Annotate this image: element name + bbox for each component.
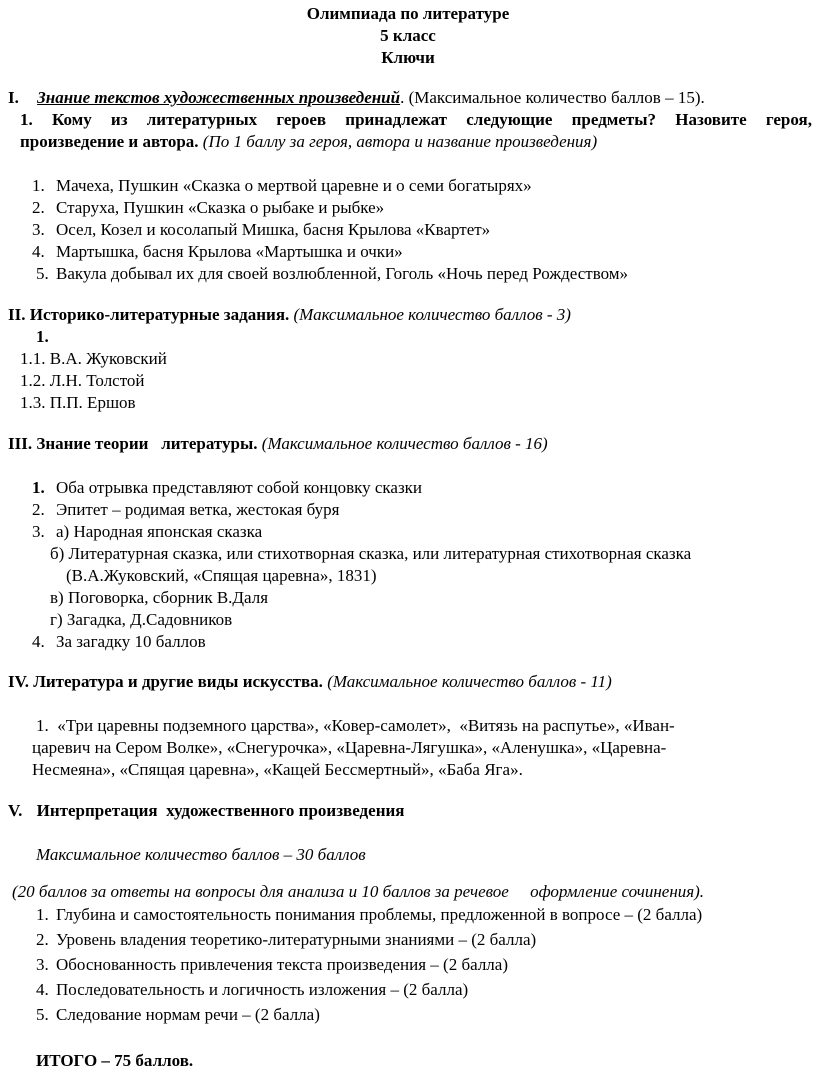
section-1-task-line-1: 1. Кому из литературных героев принадлежат следующие предметы? Назовите героя, <box>20 110 812 129</box>
section-2-heading <box>8 304 571 326</box>
section-5-number: V. <box>8 801 23 820</box>
list-item: 2. Эпитет – родимая ветка, жестокая буря <box>32 500 340 519</box>
section-1-heading <box>8 87 705 109</box>
section-3-heading <box>8 433 548 455</box>
list-item: 4. Последовательность и логичность изложения – (2 балла) <box>36 980 469 999</box>
section-3-title: III. Знание теории литературы. <box>8 434 258 453</box>
section-5-max-score: Максимальное количество баллов – 30 баллов <box>36 845 366 864</box>
keys-heading: Ключи <box>381 48 435 67</box>
list-subitem-continuation: (В.А.Жуковский, «Спящая царевна», 1831) <box>66 566 377 585</box>
section-2-title: II. Историко-литературные задания. <box>8 305 290 324</box>
section-4-heading <box>8 671 612 693</box>
list-subitem: г) Загадка, Д.Садовников <box>50 610 233 629</box>
list-item: 1. Мачеха, Пушкин «Сказка о мертвой царевне и о семи богатырях» <box>32 176 532 195</box>
section-1-task-text: произведение и автора. <box>20 132 199 151</box>
section-1-task-note: (По 1 баллу за героя, автора и название произведения) <box>198 132 598 151</box>
list-item: 3. Осел, Козел и косолапый Мишка, басня Крылова «Квартет» <box>32 220 491 239</box>
grade-heading: 5 класс <box>380 26 436 45</box>
list-item: 4. Мартышка, басня Крылова «Мартышка и очки» <box>32 242 403 261</box>
section-3-note: (Максимальное количество баллов - 16) <box>257 434 548 453</box>
section-4-title: IV. Литература и другие виды искусства. <box>8 672 323 691</box>
list-item: 1. Глубина и самостоятельность понимания проблемы, предложенной в вопросе – (2 балла) <box>36 905 703 924</box>
section-5-heading <box>8 800 404 822</box>
list-item: 2. Уровень владения теоретико-литературными знаниями – (2 балла) <box>36 930 537 949</box>
section-5-note: (20 баллов за ответы на вопросы для анализа и 10 баллов за речевое оформление сочинения). <box>12 882 705 901</box>
section-1-number: I. <box>8 88 19 107</box>
section-4-line-2: царевич на Сером Волке», «Снегурочка», «Царевна-Лягушка», «Аленушка», «Царевна- <box>32 738 667 757</box>
list-item: 1.3. П.П. Ершов <box>20 393 136 412</box>
list-item: 3. Обоснованность привлечения текста произведения – (2 балла) <box>36 955 508 974</box>
list-subitem: б) Литературная сказка, или стихотворная сказка, или литературная стихотворная сказка <box>50 544 692 563</box>
list-item: 2. Старуха, Пушкин «Сказка о рыбаке и рыбке» <box>32 198 385 217</box>
section-5-title: Интерпретация художественного произведения <box>36 801 405 820</box>
list-item: 1.1. В.А. Жуковский <box>20 349 167 368</box>
list-item: 5. Вакула добывал их для своей возлюбленной, Гоголь «Ночь перед Рождеством» <box>36 264 629 283</box>
list-item: 5. Следование нормам речи – (2 балла) <box>36 1005 320 1024</box>
section-4-line-3: Несмеяна», «Спящая царевна», «Кащей Бессмертный», «Баба Яга». <box>32 760 523 779</box>
list-subitem: в) Поговорка, сборник В.Даля <box>50 588 269 607</box>
list-item: 4. За загадку 10 баллов <box>32 632 206 651</box>
section-2-note: (Максимальное количество баллов - 3) <box>289 305 571 324</box>
section-4-note: (Максимальное количество баллов - 11) <box>322 672 612 691</box>
section-1-title: Знание текстов художественных произведений <box>37 88 401 107</box>
section-1-note: . (Максимальное количество баллов – 15). <box>400 88 705 107</box>
section-4-line-1: 1. «Три царевны подземного царства», «Ковер-самолет», «Витязь на распутье», «Иван- <box>36 716 675 735</box>
list-item: 1. Оба отрывка представляют собой концовку сказки <box>32 478 423 497</box>
list-item: 1.2. Л.Н. Толстой <box>20 371 145 390</box>
section-2-subheading: 1. <box>36 327 49 346</box>
total-score: ИТОГО – 75 баллов. <box>36 1051 194 1070</box>
list-item: 3. а) Народная японская сказка <box>32 522 263 541</box>
document-title: Олимпиада по литературе <box>306 4 510 23</box>
section-1-task-line-2 <box>20 131 597 153</box>
